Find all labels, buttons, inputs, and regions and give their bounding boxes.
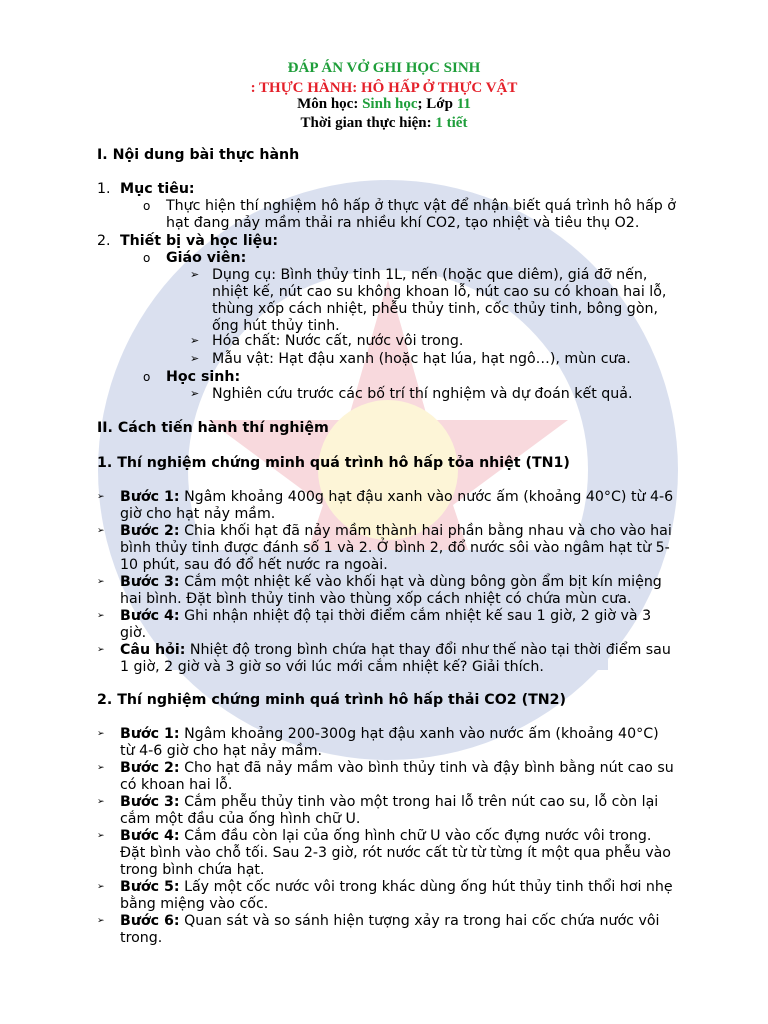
item2-number: 2. (97, 233, 111, 249)
tn1-step2-line-2: bình thủy tinh được đánh số 1 và 2. Ở bình 2, đổ nước sôi vào ngâm hạt từ 5- (120, 540, 670, 556)
chemicals-line: Hóa chất: Nước cất, nước vôi trong. (212, 333, 464, 349)
time-line: Thời gian thực hiện: 1 tiết (300, 115, 468, 131)
circle-bullet-icon: o (143, 370, 151, 384)
teacher-label: Giáo viên: (166, 250, 247, 266)
item2-title: Thiết bị và học liệu: (120, 233, 279, 249)
arrow-bullet-icon: ➢ (97, 645, 105, 655)
item1-title: Mục tiêu: (120, 181, 195, 197)
student-label: Học sinh: (166, 369, 241, 385)
tn2-step1-line-2: từ 4-6 giờ cho hạt nảy mầm. (120, 743, 323, 759)
tools-line-4: ống hút thủy tinh. (212, 318, 340, 334)
tn2-step3-line-1: Bước 3: Cắm phễu thủy tinh vào một trong hai lỗ trên nút cao su, lỗ còn lại (120, 794, 659, 810)
tn2-step6-line-2: trong. (120, 930, 163, 946)
arrow-bullet-icon: ➢ (97, 882, 105, 892)
tn1-step4-line-2: giờ. (120, 625, 147, 641)
arrow-bullet-icon: ➢ (97, 611, 105, 621)
tn2-heading: 2. Thí nghiệm chứng minh quá trình hô hấp thải CO2 (TN2) (97, 692, 566, 708)
tn1-step3-line-2: hai bình. Đặt bình thủy tinh vào thùng xốp cách nhiệt có chứa mùn cưa. (120, 591, 632, 607)
arrow-bullet-icon: ➢ (97, 526, 105, 536)
tn1-step3-line-1: Bước 3: Cắm một nhiệt kế vào khối hạt và dùng bông gòn ẩm bịt kín miệng (120, 574, 662, 590)
arrow-bullet-icon: ➢ (97, 831, 105, 841)
document-title: ĐÁP ÁN VỞ GHI HỌC SINH (287, 60, 481, 76)
subject-line: Môn học: Sinh học; Lớp 11 (297, 96, 471, 112)
tn1-step4-line-1: Bước 4: Ghi nhận nhiệt độ tại thời điểm cắm nhiệt kế sau 1 giờ, 2 giờ và 3 (120, 608, 652, 624)
section2-heading: II. Cách tiến hành thí nghiệm (97, 420, 329, 436)
arrow-bullet-icon: ➢ (190, 268, 200, 281)
tn1-step1-line-2: giờ cho hạt nảy mầm. (120, 506, 276, 522)
tn2-step4-line-1: Bước 4: Cắm đầu còn lại của ống hình chữ U vào cốc đựng nước vôi trong. (120, 828, 652, 844)
circle-bullet-icon: o (143, 251, 151, 265)
tn1-question-line-1: Câu hỏi: Nhiệt độ trong bình chứa hạt thay đổi như thế nào tại thời điểm sau (120, 642, 671, 658)
circle-bullet-icon: o (143, 199, 151, 213)
item1-number: 1. (97, 181, 111, 197)
tools-line-3: thùng xốp cách nhiệt, phễu thủy tinh, cốc thủy tinh, bông gòn, (212, 301, 658, 317)
student-task-line: Nghiên cứu trước các bố trí thí nghiệm và dự đoán kết quả. (212, 386, 633, 402)
arrow-bullet-icon: ➢ (97, 492, 105, 502)
tn2-step3-line-2: cắm một đầu của ống hình chữ U. (120, 811, 361, 827)
tools-line-2: nhiệt kế, nút cao su không khoan lỗ, nút cao su có khoan hai lỗ, (212, 284, 667, 300)
arrow-bullet-icon: ➢ (97, 916, 105, 926)
tn2-step2-line-2: có khoan hai lỗ. (120, 777, 233, 793)
objective-line-1: Thực hiện thí nghiệm hô hấp ở thực vật để nhận biết quá trình hô hấp ở (166, 198, 676, 214)
tn2-step6-line-1: Bước 6: Quan sát và so sánh hiện tượng xảy ra trong hai cốc chứa nước vôi (120, 913, 660, 929)
tn1-step2-line-1: Bước 2: Chia khối hạt đã nảy mầm thành hai phần bằng nhau và cho vào hai (120, 523, 672, 539)
arrow-bullet-icon: ➢ (190, 334, 200, 347)
tn2-step2-line-1: Bước 2: Cho hạt đã nảy mầm vào bình thủy tinh và đậy bình bằng nút cao su (120, 760, 674, 776)
tn2-step4-line-3: trong bình chứa hạt. (120, 862, 265, 878)
tn1-question-line-2: 1 giờ, 2 giờ và 3 giờ so với lúc mới cắm nhiệt kế? Giải thích. (120, 659, 544, 675)
samples-line: Mẫu vật: Hạt đậu xanh (hoặc hạt lúa, hạt ngô…), mùn cưa. (212, 351, 631, 367)
arrow-bullet-icon: ➢ (97, 729, 105, 739)
objective-line-2: hạt đang nảy mầm thải ra nhiều khí CO2, tạo nhiệt và tiêu thụ O2. (166, 215, 640, 231)
tn1-step1-line-1: Bước 1: Ngâm khoảng 400g hạt đậu xanh vào nước ấm (khoảng 40°C) từ 4-6 (120, 489, 674, 505)
tools-line-1: Dụng cụ: Bình thủy tinh 1L, nến (hoặc que diêm), giá đỡ nến, (212, 267, 648, 283)
tn1-heading: 1. Thí nghiệm chứng minh quá trình hô hấp tỏa nhiệt (TN1) (97, 455, 570, 471)
arrow-bullet-icon: ➢ (97, 797, 105, 807)
tn2-step1-line-1: Bước 1: Ngâm khoảng 200-300g hạt đậu xanh vào nước ấm (khoảng 40°C) (120, 726, 659, 742)
tn2-step4-line-2: Đặt bình vào chỗ tối. Sau 2-3 giờ, rót nước cất từ từ từng ít một qua phễu vào (120, 845, 671, 861)
document-subtitle: : THỰC HÀNH: HÔ HẤP Ở THỰC VẬT (250, 80, 518, 96)
section1-heading: I. Nội dung bài thực hành (97, 147, 300, 163)
arrow-bullet-icon: ➢ (97, 763, 105, 773)
tn2-step5-line-2: bằng miệng vào cốc. (120, 896, 269, 912)
tn2-step5-line-1: Bước 5: Lấy một cốc nước vôi trong khác dùng ống hút thủy tinh thổi hơi nhẹ (120, 879, 673, 895)
arrow-bullet-icon: ➢ (190, 387, 200, 400)
arrow-bullet-icon: ➢ (190, 352, 200, 365)
tn1-step2-line-3: 10 phút, sau đó đổ hết nước ra ngoài. (120, 557, 388, 573)
arrow-bullet-icon: ➢ (97, 577, 105, 587)
